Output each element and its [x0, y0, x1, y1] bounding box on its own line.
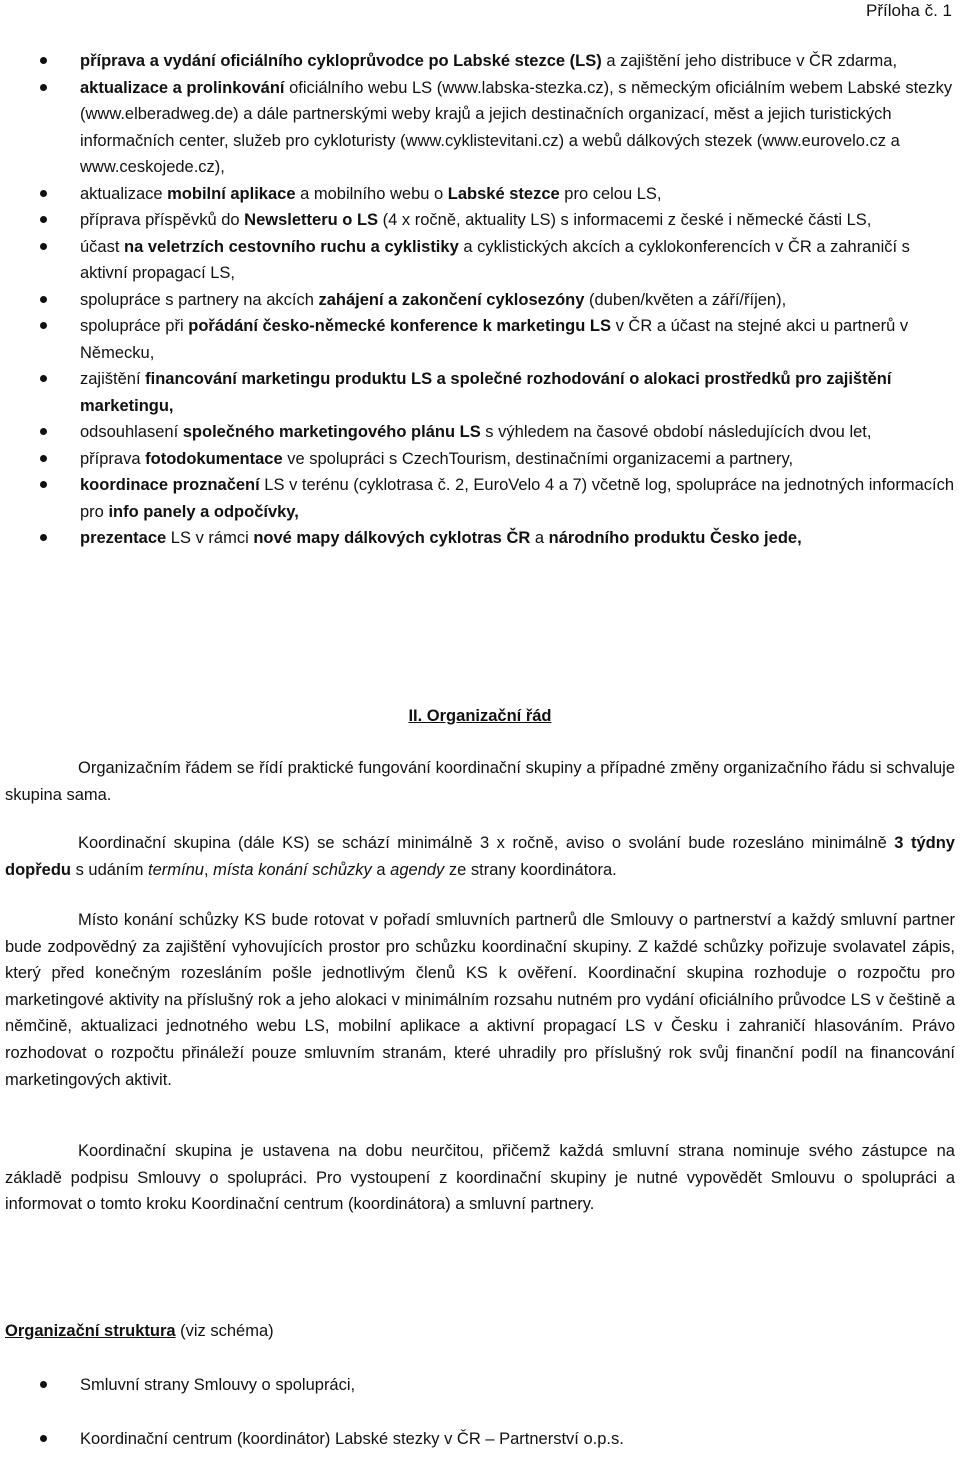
text-run: místa konání schůzky	[213, 860, 372, 879]
section-heading	[0, 704, 960, 728]
text-run: mobilní aplikace	[167, 184, 296, 203]
text-run: v ČR a účast na stejné akci u partnerů v Německu,	[80, 317, 909, 362]
text-run: Koordinační skupina je ustavena na dobu neurčitou, přičemž každá smluvní strana nominuje svého zástupce na základě podpisu Smlouvy o spolupráci. Pro vystoupení z koordinační skupiny je nutné vypovědět Smlouvu o spolupráci a informovat o tomto kroku Koordinační centrum (koordinátora) a smluvní partnery.	[5, 1142, 955, 1214]
text-run: s výhledem na časové období následujících dvou let,	[480, 423, 872, 441]
text-run: zajištění	[80, 370, 146, 388]
text-run: Organizačním řádem se řídí praktické fungování koordinační skupiny a případné změny organizačního řádu si schvaluje skupina sama.	[5, 759, 955, 804]
list-item	[0, 366, 960, 419]
bullet-icon	[40, 296, 47, 303]
text-run: odsouhlasení	[80, 423, 183, 441]
bullet-icon	[40, 1381, 47, 1388]
text-run: (4 x ročně, aktuality LS) s informacemi z české i německé části LS,	[378, 211, 872, 229]
text-run: a zajištění jeho distribuce v ČR zdarma,	[601, 52, 898, 70]
text-run: účast	[80, 237, 125, 256]
text-run: 3 týdny dopředu	[5, 834, 955, 879]
list-item	[0, 1426, 960, 1453]
list-item	[0, 75, 960, 181]
paragraph-org-rules	[5, 755, 955, 808]
activities-list	[0, 48, 960, 552]
paragraph-meetings	[5, 830, 955, 883]
section-heading-text: II. Organizační řád	[408, 707, 552, 725]
list-item	[0, 313, 960, 366]
text-run: LS v terénu (cyklotrasa č. 2, EuroVelo 4 a 7) včetně log, spolupráce na jednotných informacích pro	[80, 476, 955, 521]
structure-list	[0, 1372, 960, 1479]
text-run: spolupráce při	[80, 317, 189, 335]
text-run: národního produktu Česko jede,	[548, 529, 802, 547]
text-run: aktualizace	[80, 184, 168, 203]
text-run: fotodokumentace	[145, 449, 283, 468]
bullet-icon	[40, 190, 47, 197]
structure-title-bold: Organizační struktura	[5, 1322, 176, 1340]
bullet-icon	[40, 1435, 47, 1442]
list-item	[0, 181, 960, 208]
structure-title	[5, 1318, 274, 1344]
text-run: na veletrzích cestovního ruchu a cyklistiky	[124, 237, 459, 256]
text-run: příprava a vydání oficiálního cykloprůvodce po Labské stezce (LS)	[80, 52, 602, 70]
text-run: ,	[203, 860, 214, 879]
text-run: a	[530, 529, 549, 547]
text-run: příprava	[80, 449, 146, 468]
bullet-icon	[40, 481, 47, 488]
list-item	[0, 287, 960, 314]
list-item	[0, 1372, 960, 1399]
text-run: termínu	[148, 860, 204, 879]
text-run: pořádání česko-německé konference k marketingu LS	[188, 317, 611, 335]
text-run: pro celou LS,	[559, 184, 662, 203]
text-run: ve spolupráci s CzechTourism, destinačními organizacemi a partnery,	[282, 449, 794, 468]
structure-title-note: (viz schéma)	[175, 1322, 274, 1340]
bullet-icon	[40, 534, 47, 541]
text-run: zahájení a zakončení cyklosezóny	[318, 290, 585, 309]
bullet-icon	[40, 455, 47, 462]
list-item-text: Smluvní strany Smlouvy o spolupráci,	[80, 1376, 356, 1394]
text-run: info panely a odpočívky,	[108, 502, 299, 521]
text-run: prezentace	[80, 529, 167, 547]
bullet-icon	[40, 57, 47, 64]
text-run: (duben/květen a září/říjen),	[584, 290, 787, 309]
attachment-label: Příloha č. 1	[866, 1, 952, 20]
paragraph-venue-budget	[5, 907, 955, 1093]
list-item	[0, 207, 960, 234]
text-run: a	[371, 860, 391, 879]
text-run: oficiálního webu LS (www.labska-stezka.cz), s německým oficiálním webem Labské stezky (www.elberadweg.de) a dále partnerskými weby krajů a jejich destinačních organizací, měst a jejich turistických informačních center, služeb pro cykloturisty (www.cyklistevitani.cz) a webů dálkových stezek (www.eurovelo.cz a www.ceskojede.cz),	[80, 78, 953, 176]
text-run: příprava příspěvků do	[80, 211, 245, 229]
text-run: nové mapy dálkových cyklotras ČR	[253, 529, 531, 547]
list-item	[0, 48, 960, 75]
text-run: ze strany koordinátora.	[444, 860, 617, 879]
list-item-text: Koordinační centrum (koordinátor) Labské stezky v ČR – Partnerství o.p.s.	[80, 1429, 624, 1448]
list-item	[0, 472, 960, 525]
list-item	[0, 446, 960, 473]
paragraph-term	[5, 1138, 955, 1218]
text-run: agendy	[390, 860, 445, 879]
text-run: financování marketingu produktu LS a společné rozhodování o alokaci prostředků pro zajištění marketingu,	[80, 370, 892, 415]
text-run: spolupráce s partnery na akcích	[80, 290, 319, 309]
text-run: a mobilního webu o	[295, 184, 448, 203]
bullet-icon	[40, 428, 47, 435]
bullet-icon	[40, 322, 47, 329]
text-run: aktualizace a prolinkování	[80, 78, 285, 97]
bullet-icon	[40, 216, 47, 223]
text-run: LS v rámci	[166, 529, 254, 547]
text-run: Koordinační skupina (dále KS) se schází minimálně 3 x ročně, aviso o svolání bude rozesláno minimálně	[78, 834, 895, 852]
list-item	[0, 234, 960, 287]
text-run: s udáním	[71, 860, 149, 879]
text-run: koordinace proznačení	[80, 476, 260, 494]
bullet-icon	[40, 243, 47, 250]
text-run: a cyklistických akcích a cyklokonferencích v ČR a zahraničí s aktivní propagací LS,	[80, 237, 910, 282]
bullet-icon	[40, 375, 47, 382]
bullet-icon	[40, 84, 47, 91]
list-item	[0, 419, 960, 446]
text-run: Newsletteru o LS	[244, 211, 379, 229]
list-item	[0, 525, 960, 552]
text-run: Místo konání schůzky KS bude rotovat v pořadí smluvních partnerů dle Smlouvy o partnerství a každý smluvní partner bude zodpovědný za zajištění vyhovujících prostor pro schůzku koordinační skupiny. Z každé schůzky pořizuje svolavatel zápis, který před konečným rozesláním pošle jednotlivým členů KS k ověření. Koordinační skupina rozhoduje o rozpočtu pro marketingové aktivity na příslušný rok a jeho alokaci v minimálním rozsahu nutném pro vydání oficiálního průvodce LS v češtině a němčině, aktualizaci jednotného webu LS, mobilní aplikace a aktivní propagací LS v Česku i zahraničí hlasováním. Právo rozhodovat o rozpočtu přináleží pouze smluvním stranám, které uhradily pro příslušný rok svůj finanční podíl na financování marketingových aktivit.	[5, 911, 955, 1089]
text-run: společného marketingového plánu LS	[182, 423, 481, 441]
text-run: Labské stezce	[447, 184, 560, 203]
